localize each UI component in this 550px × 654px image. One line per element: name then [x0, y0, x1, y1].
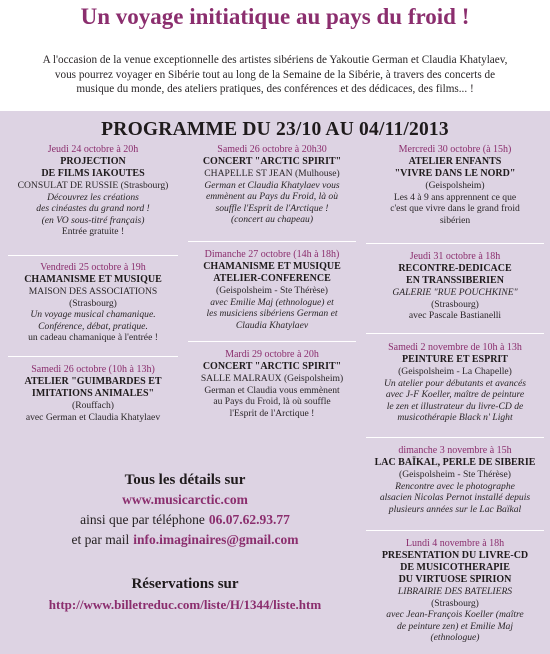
event-title: DU VIRTUOSE SPIRION	[398, 574, 512, 585]
event-place: (Strasbourg)	[431, 597, 479, 609]
divider	[366, 437, 544, 438]
event-description: (concert au chapeau)	[230, 214, 314, 226]
event-note: c'est que vivre dans le grand froid	[390, 203, 520, 215]
divider	[366, 243, 544, 244]
event-block	[366, 144, 544, 226]
event-block	[188, 144, 356, 226]
event-place: (Geispolsheim - Ste Thérèse)	[216, 285, 328, 296]
event-description: avec Emilie Maj (ethnologue) et	[210, 296, 334, 308]
event-title: LAC BAÏKAL, PERLE DE SIBERIE	[374, 457, 536, 468]
event-date: Samedi 26 octobre (10h à 13h)	[31, 364, 155, 375]
event-place: GALERIE "RUE POUCHKINE"	[392, 287, 518, 298]
event-title: CONCERT "ARCTIC SPIRIT"	[202, 156, 342, 167]
event-title: CHAMANISME ET MUSIQUE	[24, 274, 162, 285]
event-block	[188, 249, 356, 331]
event-place: (Geispolsheim - La Chapelle)	[398, 366, 512, 377]
event-title: IMITATIONS ANIMALES"	[31, 388, 155, 399]
reservations-heading: Réservations sur	[131, 576, 239, 592]
event-place: (Strasbourg)	[431, 298, 479, 310]
event-place: (Strasbourg)	[69, 297, 117, 309]
event-place: SALLE MALRAUX (Geispolsheim)	[200, 373, 344, 384]
divider	[8, 255, 178, 256]
intro-line: vous pourrez voyager en Sibérie tout au long de la Semaine de la Sibérie, à travers des concerts de	[54, 68, 496, 81]
event-description: (ethnologue)	[430, 632, 480, 644]
event-title: ATELIER "GUIMBARDES ET	[24, 376, 162, 387]
event-place: MAISON DES ASSOCIATIONS	[28, 286, 158, 297]
event-title: DE MUSICOTHERAPIE	[400, 562, 510, 573]
event-title: PRESENTATION DU LIVRE-CD	[381, 550, 529, 561]
event-description: German et Claudia Khatylaev vous	[204, 179, 340, 191]
event-date: Lundi 4 novembre à 18h	[405, 538, 505, 549]
event-description: les musiciens sibériens German et	[206, 308, 338, 320]
event-note: avec Pascale Bastianelli	[408, 310, 502, 322]
event-note: au Pays du Froid, là où souffle	[213, 396, 331, 408]
contact-block	[10, 470, 360, 550]
event-block	[366, 342, 544, 424]
divider	[188, 341, 356, 342]
event-description: emmènent au Pays du Froid, là où	[205, 191, 339, 203]
divider	[366, 530, 544, 531]
event-date: Mardi 29 octobre à 20h	[225, 349, 319, 360]
reservations-link[interactable]: http://www.billetreduc.com/liste/H/1344/liste.htm	[48, 597, 322, 612]
event-description: Conférence, débat, pratique.	[38, 320, 148, 332]
event-block	[188, 349, 356, 419]
divider	[8, 356, 178, 357]
divider	[188, 241, 356, 242]
mail-label: et par mail	[71, 532, 130, 547]
event-description: musicothérapie Black n' Light	[397, 412, 513, 424]
event-date: Jeudi 31 octobre à 18h	[409, 251, 501, 262]
event-place: LIBRAIRIE DES BATELIERS	[397, 586, 513, 597]
event-block	[366, 538, 544, 644]
event-block	[8, 144, 178, 238]
event-place: (Rouffach)	[72, 400, 114, 411]
intro-line: A l'occasion de la venue exceptionnelle des artistes sibériens de Yakoutie German et Claudia Khatylaev,	[42, 54, 508, 66]
event-date: Samedi 26 octobre à 20h30	[217, 144, 327, 155]
event-description: Un atelier pour débutants et avancés	[383, 377, 526, 389]
mail-line	[10, 530, 360, 550]
event-title: ATELIER ENFANTS	[408, 156, 502, 167]
event-block	[8, 262, 178, 344]
event-place: CONSULAT DE RUSSIE (Strasbourg)	[17, 180, 169, 191]
event-date: Vendredi 25 octobre à 19h	[40, 262, 146, 273]
event-description: souffle l'Esprit de l'Arctique !	[215, 202, 329, 214]
event-description: des cinéastes du grand nord !	[36, 203, 150, 215]
event-description: avec Jean-François Koeller (maître	[386, 609, 524, 621]
event-note: Les 4 à 9 ans apprennent ce que	[393, 191, 517, 203]
event-title: DE FILMS IAKOUTES	[41, 168, 145, 179]
event-description: Rencontre avec le photographe	[395, 480, 515, 492]
phone-line	[10, 510, 360, 530]
phone-label: ainsi que par téléphone	[80, 512, 205, 527]
phone-number[interactable]: 06.07.62.93.77	[208, 512, 290, 527]
event-date: Jeudi 24 octobre à 20h	[47, 144, 139, 155]
event-note: sibérien	[439, 214, 471, 226]
event-note: un cadeau chamanique à l'entrée !	[28, 332, 158, 344]
programme-title: PROGRAMME DU 23/10 AU 04/11/2013	[101, 119, 449, 140]
event-place: CHAPELLE ST JEAN (Mulhouse)	[204, 168, 340, 179]
event-description: (en VO sous-titré français)	[41, 214, 145, 226]
event-title: PROJECTION	[60, 156, 126, 167]
event-date: Samedi 2 novembre de 10h à 13h	[388, 342, 522, 353]
event-date: Dimanche 27 octobre (14h à 18h)	[204, 249, 340, 260]
event-block	[366, 251, 544, 322]
intro-line: musique du monde, des ateliers pratiques, des conférences et des dédicaces, des films... !	[76, 83, 474, 95]
event-date: Mercredi 30 octobre (à 15h)	[398, 144, 512, 155]
event-description: plusieurs années sur le Lac Baïkal	[388, 503, 522, 515]
event-date: dimanche 3 novembre à 15h	[398, 445, 512, 456]
event-description: avec J-F Koeller, maître de peinture	[385, 389, 525, 401]
event-note: avec German et Claudia Khatylaev	[25, 411, 161, 423]
reservations-block	[0, 573, 370, 615]
event-description: alsacien Nicolas Pernot installé depuis	[379, 492, 531, 504]
event-title: ATELIER-CONFERENCE	[213, 273, 331, 284]
event-title: CONCERT "ARCTIC SPIRIT"	[202, 361, 342, 372]
event-block	[8, 364, 178, 423]
event-place: (Geispolsheim)	[425, 180, 485, 191]
event-note: l'Esprit de l'Arctique !	[229, 407, 315, 419]
event-note: German et Claudia vous emmènent	[204, 384, 340, 396]
event-description: de peinture zen) et Emilie Maj	[396, 620, 514, 632]
page-title: Un voyage initiatique au pays du froid !	[80, 4, 470, 29]
divider	[366, 333, 544, 334]
website-link[interactable]: www.musicarctic.com	[122, 492, 248, 507]
event-title: "VIVRE DANS LE NORD"	[394, 168, 516, 179]
event-description: Claudia Khatylaev	[235, 319, 309, 331]
event-description: Un voyage musical chamanique.	[30, 309, 156, 321]
mail-address[interactable]: info.imaginaires@gmail.com	[133, 532, 299, 547]
event-block	[366, 445, 544, 515]
event-place: (Geispolsheim - Ste Thérèse)	[399, 469, 511, 480]
event-title: PEINTURE ET ESPRIT	[402, 354, 508, 365]
event-title: EN TRANSSIBERIEN	[406, 275, 504, 286]
intro-paragraph	[30, 53, 520, 97]
event-title: RECONTRE-DEDICACE	[398, 263, 512, 274]
event-note: Entrée gratuite !	[61, 226, 125, 238]
event-title: CHAMANISME ET MUSIQUE	[203, 261, 341, 272]
event-description: Découvrez les créations	[47, 191, 139, 203]
details-heading: Tous les détails sur	[124, 472, 246, 488]
event-description: le zen et illustrateur du livre-CD de	[386, 400, 524, 412]
